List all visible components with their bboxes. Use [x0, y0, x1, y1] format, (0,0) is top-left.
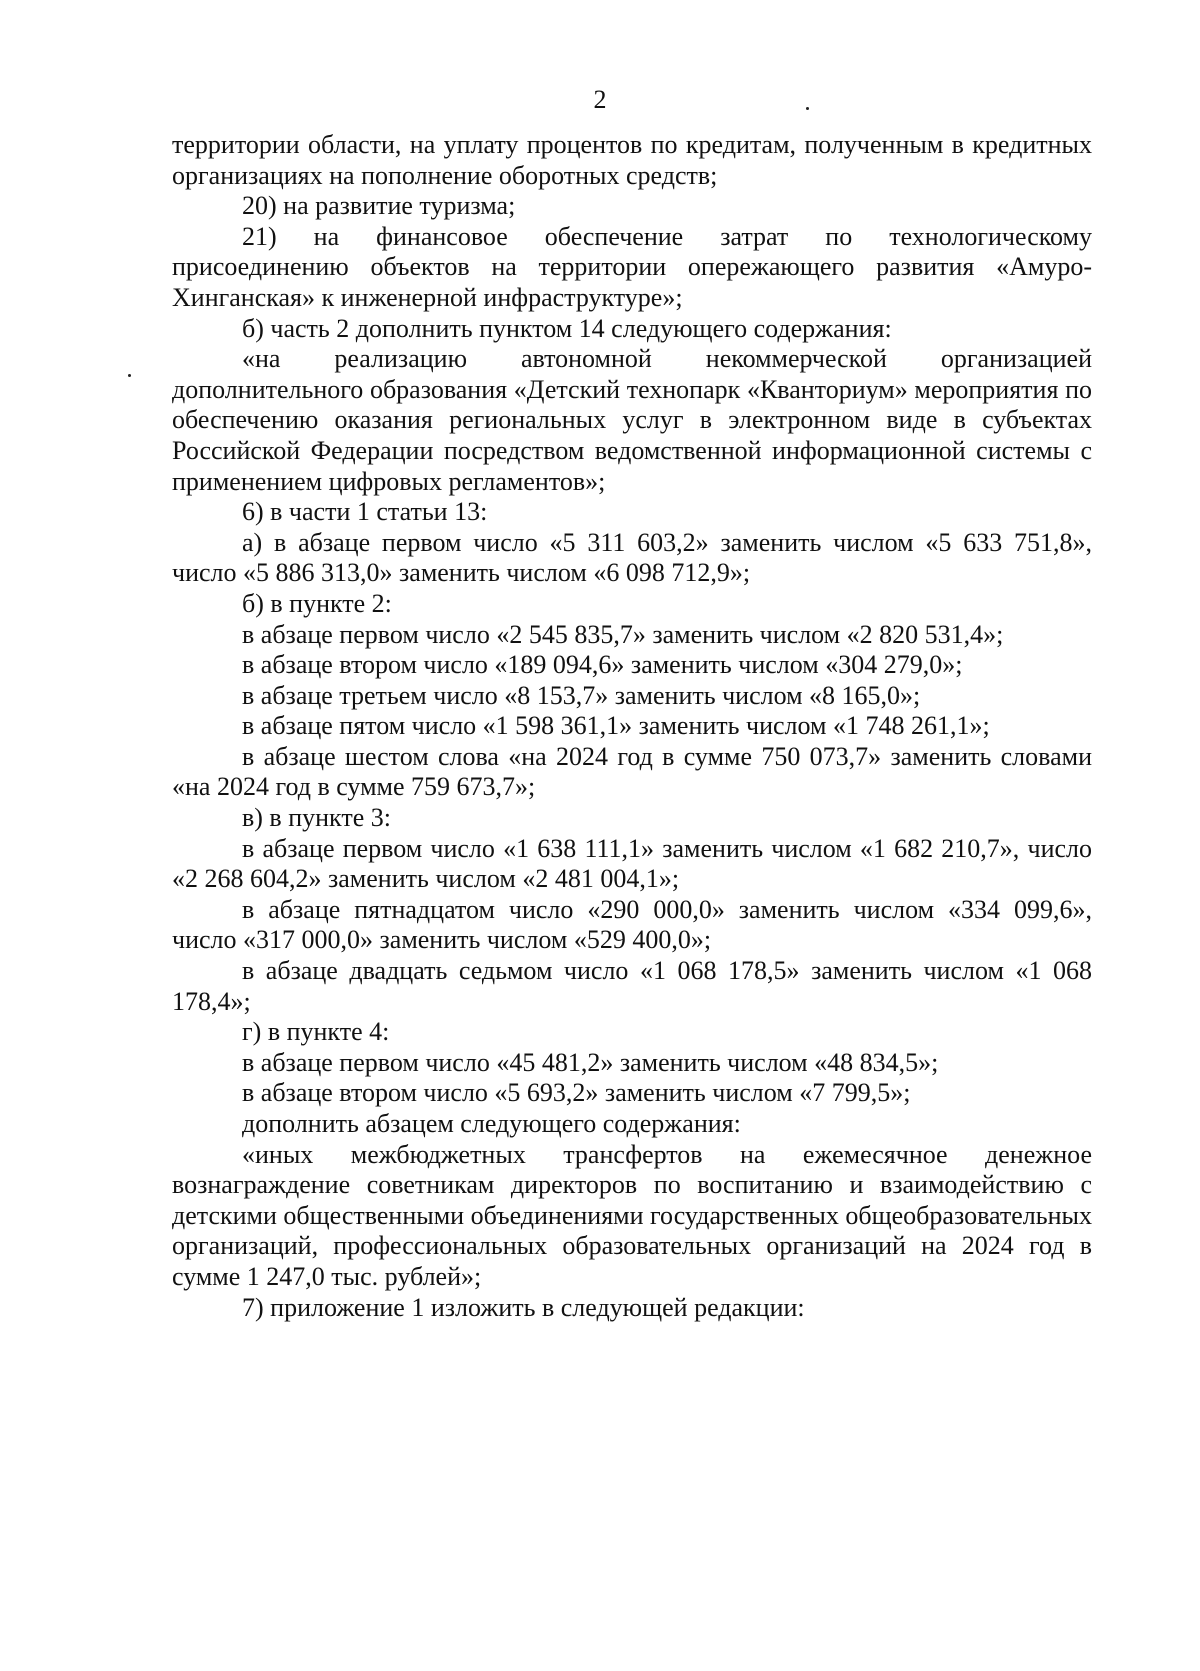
- paragraph-line: в абзаце втором число «189 094,6» заменить числом «304 279,0»;: [242, 650, 963, 680]
- quoted-item-14: «на реализацию автономной некоммерческой организацией дополнительного образования «Детский технопарк «Кванториум» мероприятия по обеспечению оказания региональных услуг в электронном виде в субъектах Российской Федерации посредством ведомственной информационной системы с применением цифровых регламентов»;: [172, 344, 1092, 496]
- paragraph-continuation: территории области, на уплату процентов по кредитам, полученным в кредитных организациях на пополнение оборотных средств;: [172, 130, 1092, 190]
- amendment-b-part-2: б) часть 2 дополнить пунктом 14 следующего содержания:: [242, 313, 892, 343]
- list-item-21: 21) на финансовое обеспечение затрат по технологическому присоединению объектов на территории опережающего развития «Амуро-Хинганская» к инженерной инфраструктуре»;: [172, 221, 1092, 312]
- paragraph-line: в абзаце первом число «1 638 111,1» заменить числом «1 682 210,7», число «2 268 604,2» заменить числом «2 481 004,1»;: [172, 833, 1092, 894]
- scan-speck: [128, 374, 131, 377]
- subitem-g: г) в пункте 4:: [242, 1017, 390, 1047]
- document-body: [172, 130, 1092, 1323]
- quoted-addition: «иных межбюджетных трансфертов на ежемесячное денежное вознаграждение советникам директоров по воспитанию и взаимодействию с детскими общественными объединениями государственных общеобразовательных организаций, профессиональных образовательных организаций на 2024 год в сумме 1 247,0 тыс. рублей»;: [172, 1139, 1092, 1291]
- paragraph-line: в абзаце пятом число «1 598 361,1» заменить числом «1 748 261,1»;: [242, 711, 990, 741]
- paragraph-line: в абзаце двадцать седьмом число «1 068 178,5» заменить числом «1 068 178,4»;: [172, 956, 1092, 1016]
- scan-speck: [806, 107, 809, 110]
- paragraph-line: дополнить абзацем следующего содержания:: [242, 1109, 741, 1138]
- paragraph-line: в абзаце шестом слова «на 2024 год в сумме 750 073,7» заменить словами «на 2024 год в сумме 759 673,7»;: [172, 741, 1092, 802]
- paragraph-line: в абзаце третьем число «8 153,7» заменить числом «8 165,0»;: [242, 680, 921, 710]
- paragraph-line: в абзаце первом число «2 545 835,7» заменить числом «2 820 531,4»;: [242, 619, 1004, 649]
- paragraph-line: в абзаце пятнадцатом число «290 000,0» заменить числом «334 099,6», число «317 000,0» заменить числом «529 400,0»;: [172, 894, 1092, 955]
- item-6-article-13: 6) в части 1 статьи 13:: [242, 497, 488, 527]
- subitem-b: б) в пункте 2:: [242, 588, 392, 618]
- subitem-a: а) в абзаце первом число «5 311 603,2» заменить числом «5 633 751,8», число «5 886 313,0» заменить числом «6 098 712,9»;: [172, 527, 1092, 588]
- paragraph-line: в абзаце втором число «5 693,2» заменить числом «7 799,5»;: [242, 1078, 911, 1108]
- item-7-appendix-1: 7) приложение 1 изложить в следующей редакции:: [242, 1292, 805, 1322]
- list-item-20: 20) на развитие туризма;: [242, 191, 516, 221]
- paragraph-line: в абзаце первом число «45 481,2» заменить числом «48 834,5»;: [242, 1047, 939, 1077]
- subitem-v: в) в пункте 3:: [242, 803, 391, 833]
- page-number: 2: [593, 85, 607, 114]
